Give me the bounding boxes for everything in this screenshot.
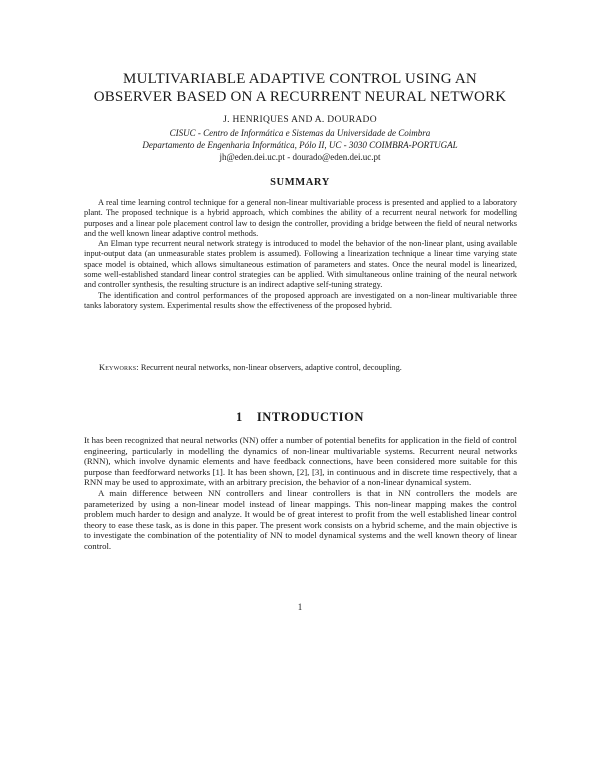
authors: J. HENRIQUES AND A. DOURADO [223,115,377,125]
summary-paragraph-1: A real time learning control technique for a general non-linear multivariable process is presented and applied to a laboratory plant. The proposed technique is a hybrid approach, which combines the ability of a recurrent neural network for modelling purposes and a linear pole placement control law to design the controller, providing a bridge between the field of neural networks and the well known linear adaptive control methods. [84,198,517,238]
page-number: 1 [297,602,303,612]
affiliation-line-1: CISUC - Centro de Informática e Sistemas da Universidade de Coimbra [169,128,431,138]
author-emails: jh@eden.dei.uc.pt - dourado@eden.dei.uc.pt [219,152,381,162]
section-title: INTRODUCTION [256,410,365,424]
section-heading-introduction [0,410,600,425]
keywords [99,363,529,373]
intro-paragraph-2: A main difference between NN controllers and linear controllers is that in NN controllers the models are parameterized by using a non-linear model instead of linear mappings. This non-linear mapping makes the control problem much harder to design and analyze. It would be of great interest to profit from the well established linear control theory to ease these task, as is done in this paper. The present work consists on a hybrid scheme, and the main objective is to investigate the combination of the potentiality of NN to model dynamical systems and the well known theory of linear control. [84,487,517,551]
section-number: 1 [235,410,243,424]
paper-title [0,70,600,106]
keywords-text: Recurrent neural networks, non-linear observers, adaptive control, decoupling. [140,363,402,372]
affiliation [0,127,600,163]
summary-paragraph-2: An Elman type recurrent neural network strategy is introduced to model the behavior of the non-linear plant, using available input-output data (an unmeasurable states problem is assumed). Following a linearization technique a linear time varying state space model is obtained, which allows simultaneous estimation of parameters and states. Once the neural model is linearized, some well-established standard linear control strategies can be applied. With simultaneous online training of the neural network and controller synthesis, the resulting structure is an indirect adaptive self-tuning strategy. [84,239,517,290]
title-line-1: MULTIVARIABLE ADAPTIVE CONTROL USING AN [123,71,477,87]
keywords-label: Keyworks: [99,363,139,372]
affiliation-line-2: Departamento de Engenharia Informática, Pólo II, UC - 3030 COIMBRA-PORTUGAL [142,140,458,150]
introduction-body [84,435,517,552]
summary-heading: SUMMARY [270,177,330,188]
title-line-2: OBSERVER BASED ON A RECURRENT NEURAL NETWORK [93,89,507,105]
intro-paragraph-1: It has been recognized that neural networks (NN) offer a number of potential benefits for application in the field of control engineering, particularly in modelling the dynamics of non-linear multivariable systems. Recurrent neural networks (RNN), which involve dynamic elements and have feedback connections, have been considered more suitable for this purpose than feedforward networks [1]. It has been shown, [2], [3], in continuous and in discrete time respectively, that a RNN may be used to approximate, with an arbitrary precision, the behavior of a non-linear dynamical system. [84,435,517,488]
summary-paragraph-3: The identification and control performances of the proposed approach are investigated on a non-linear multivariable three tanks laboratory system. Experimental results show the effectiveness of the proposed hybrid. [84,290,517,310]
summary-body [84,198,517,311]
